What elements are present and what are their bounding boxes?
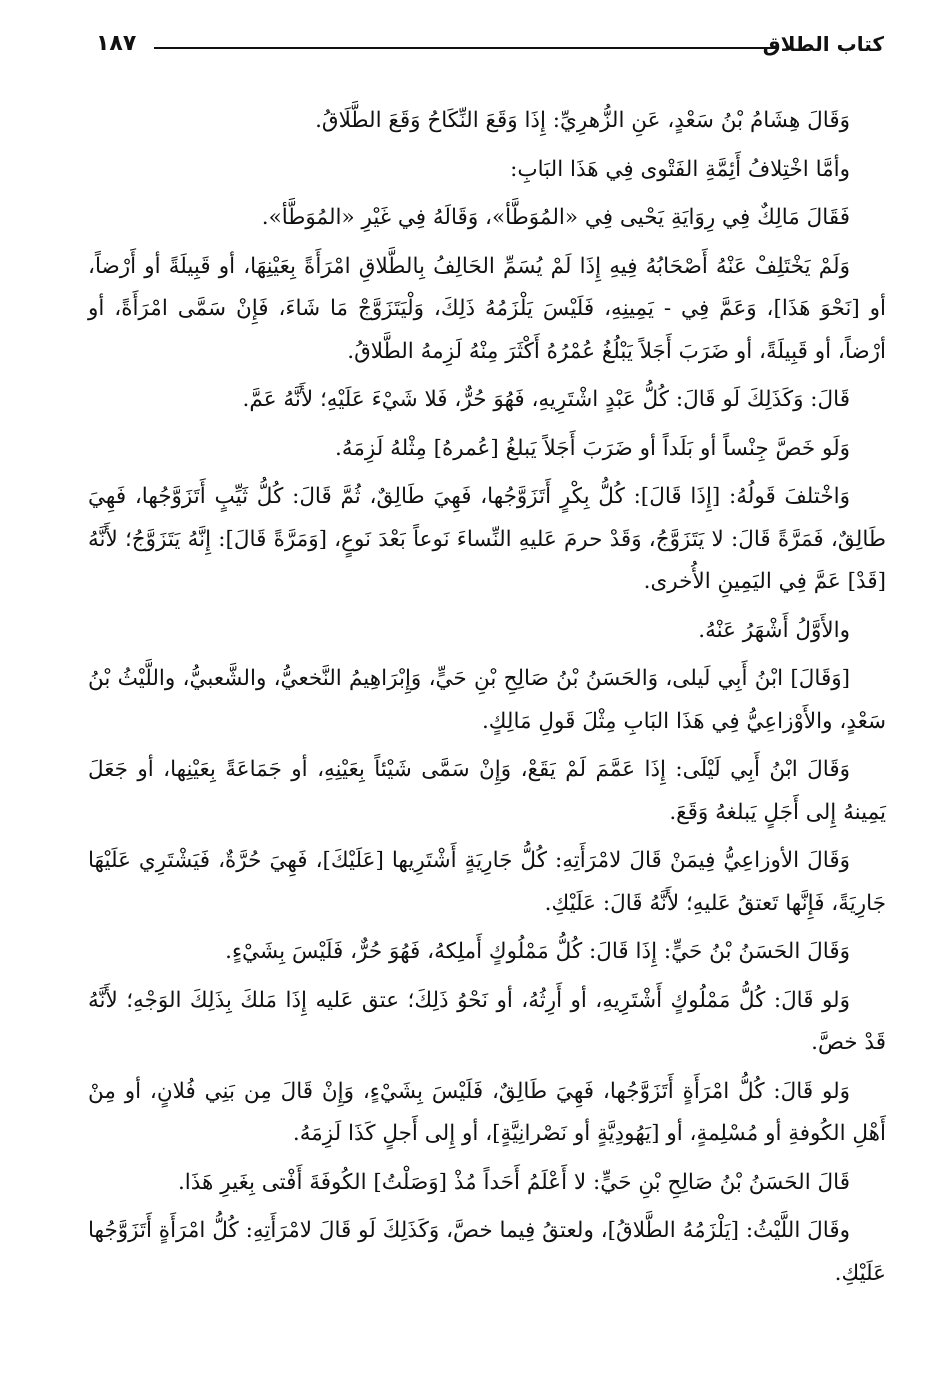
paragraph: [وَقَالَ] ابْنُ أَبِي لَيلى، وَالحَسَنُ بْنُ صَالِحِ بْنِ حَيٍّ، وَإِبْرَاهِيمُ النَّخعيُّ، والشَّعبيُّ، واللَّيْثُ بْنُ سَعْدٍ، والأَوْزاعِيُّ فِي هَذَا البَابِ مِثْلَ قَولِ مَالِكٍ. — [88, 666, 886, 734]
paragraph: وَلو قَالَ: كُلُّ امْرَأَةٍ أَتَزَوَّجُها، فَهِيَ طَالِقٌ، فَلَيْسَ بِشَيْءٍ، وَإِنْ قَالَ مِن بَنِي فُلانٍ، أو مِنْ أَهْلِ الكُوفةِ أو مُسْلِمةٍ، أو [يَهُودِيَّةٍ أو نَصْرانِيَّةٍ]، أو إِلى أَجلٍ كَذَا لَزِمَهُ. — [88, 1078, 886, 1146]
paragraph: وَقَالَ هِشَامُ بْنُ سَعْدٍ، عَنِ الزُّهرِيِّ: إِذَا وَقَعَ النِّكَاحُ وَقَعَ الطَّلَاقُ. — [315, 108, 850, 133]
paragraph: قَالَ الحَسَنُ بْنُ صَالِحِ بْنِ حَيٍّ: لا أَعْلَمُ أَحَداً مُذْ [وَصَلْتُ] الكُوفَةَ أَفْتى بِغَيرِ هَذَا. — [177, 1169, 850, 1195]
paragraph: وَاخْتلفَ قَولُهُ: [إِذَا قَالَ]: كُلُّ بِكْرٍ أَتَزَوَّجُها، فَهِيَ طَالِقٌ، ثُمَّ قَالَ: كُلُّ ثَيِّبٍ أَتَزَوَّجُها، فَهِيَ طَالِقٌ، فَمَرَّةً قَالَ: لا يَتَزَوَّجُ، وَقَدْ حرمَ عَليهِ النِّساءَ نَوعاً بَعْدَ نَوعٍ، [وَمَرَّةً قَالَ]: إِنَّهُ يَتَزَوَّجُ؛ لأَنَّهُ [قَدْ] عَمَّ فِي اليَمِينِ الأُخرى. — [88, 484, 886, 594]
paragraph: فَقَالَ مَالِكٌ فِي رِوَايَةِ يَحْيى فِي «المُوَطَّأ»، وَقَالَهُ فِي غَيْرِ «المُوَطَّأ». — [261, 205, 850, 230]
page-number: ١٨٧ — [96, 31, 137, 56]
paragraph: وَقَالَ الأوزاعِيُّ فِيمَنْ قَالَ لامْرَأَتِهِ: كُلُّ جَارِيَةٍ أَشْتَرِيها [عَلَيْكَ]، فَهِيَ حُرَّةٌ، فَيَشْتَرِي عَلَيْهَا جَارِيَةً، فَإِنَّها تَعتقُ عَليهِ؛ لأَنَّهُ قَالَ: عَلَيْكِ. — [88, 848, 886, 916]
chapter-title: كتاب الطلاق — [762, 32, 884, 56]
paragraph: وَقَالَ الحَسَنُ بْنُ حَيٍّ: إِذَا قَالَ: كُلُّ مَمْلُوكٍ أَملِكهُ، فَهُوَ حُرٌّ، فَلَيْسَ بِشَيْءٍ. — [225, 939, 850, 964]
running-header — [96, 30, 884, 62]
paragraph: وَلو قَالَ: كُلُّ مَمْلُوكٍ أَشْتَرِيهِ، أو أَرِثُهُ، أو نَحْوُ ذَلِكَ؛ عتق عَليه إِذَا مَلكَ بِذَلِكَ الوَجْهِ؛ لأَنَّهُ قَدْ خصَّ. — [88, 987, 886, 1055]
header-rule — [154, 47, 776, 49]
paragraph: وَلَمْ يَخْتَلِفْ عَنْهُ أَصْحَابُهُ فِيهِ إِذَا لَمْ يُسَمِّ الحَالِفُ بِالطَّلاقِ امْرَأَةً بِعَيْنِهَا، أو قَبِيلَةً أو أَرْضاً، أو [نَحْوَ هَذَا]، وَعَمَّ فِي - يَمِينِهِ، فَلَيْسَ يَلْزَمُهُ ذَلِكَ، وَلْيَتَزَوَّجْ مَا شَاءَ، فَإِنْ سَمَّى امْرَأَةً، أو أرْضاً، أو قَبِيلَةً، أو ضَرَبَ أَجَلاً يَبْلُغُ عُمْرُهُ أَكْثَرَ مِنْهُ لَزِمهُ الطَّلاقُ. — [88, 253, 886, 364]
paragraph: وَقَالَ ابْنُ أَبِي لَيْلَى: إِذَا عَمَّمَ لَمْ يَقَعْ، وَإِنْ سَمَّى شَيْئاً بِعَيْنِهِ، أو جَمَاعَةً بِعَيْنِها، أو جَعَلَ يَمِينهُ إِلى أَجَلٍ يَبلغهُ وَقَعَ. — [88, 757, 886, 825]
paragraph: والأَوَّلُ أَشْهَرُ عَنْهُ. — [698, 617, 850, 643]
paragraph: وقَالَ اللَّيْثُ: [يَلْزَمُهُ الطَّلاقُ]، ولعتقُ فِيما خصَّ، وَكَذَلِكَ لَو قَالَ لامْرَأَتِهِ: كُلُّ امْرَأَةٍ أَتَزَوَّجُها عَلَيْكِ. — [88, 1218, 886, 1286]
paragraph: قَالَ: وَكَذَلِكَ لَو قَالَ: كُلُّ عَبْدٍ اشْتَرِيهِ، فَهُوَ حُرٌّ، فَلا شَيْءَ عَلَيْهِ؛ لأَنَّهُ عَمَّ. — [242, 387, 850, 412]
page-body — [88, 100, 886, 1301]
paragraph: وَلَو خَصَّ جِنْساً أو بَلَداً أو ضَرَبَ أَجَلاً يَبلغُ [عُمرهُ] مِثْلهُ لَزِمَهُ. — [334, 435, 850, 461]
paragraph: وأمَّا اخْتِلافُ أَئِمَّةِ الفَتْوى فِي هَذَا البَابِ: — [510, 156, 850, 182]
